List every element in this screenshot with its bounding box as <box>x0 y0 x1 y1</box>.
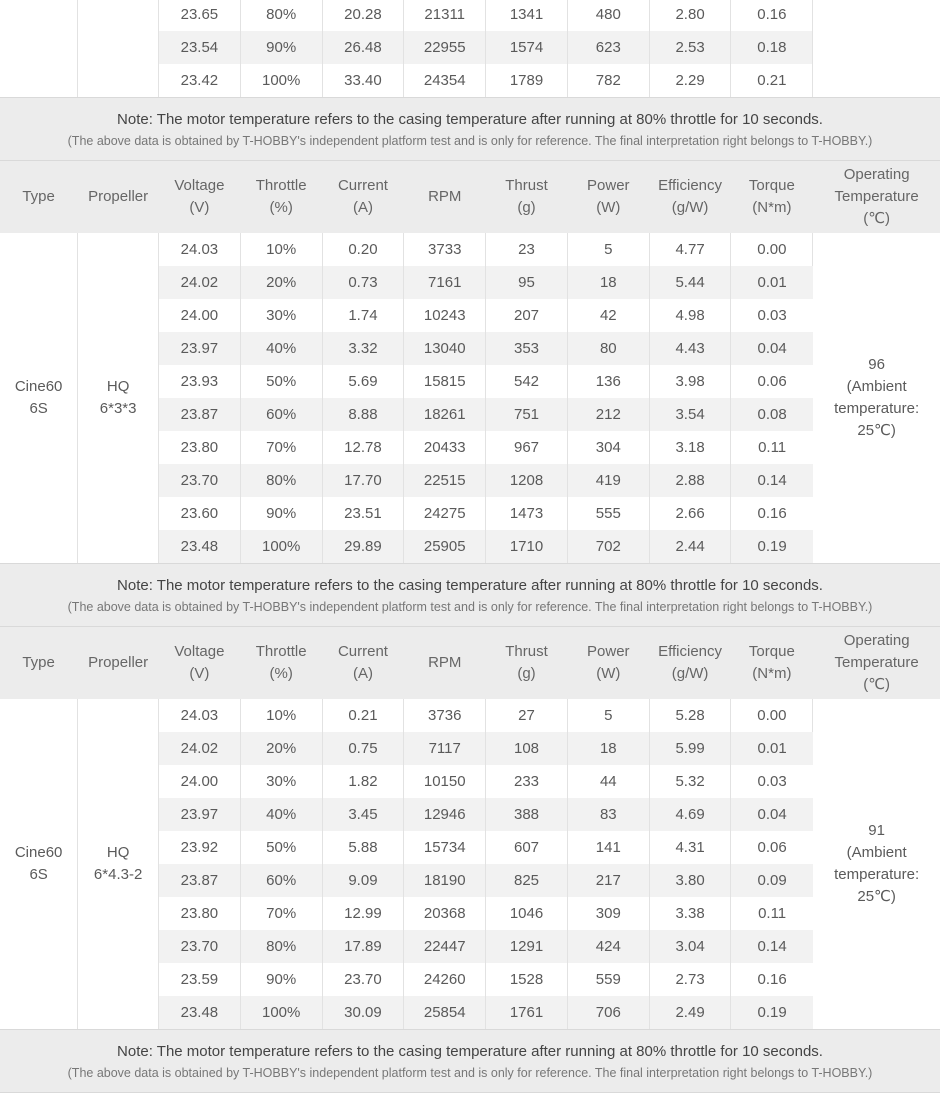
voltage-cell: 24.02 <box>159 266 241 299</box>
current-cell: 23.70 <box>322 963 404 996</box>
motor-type-cell: Cine60 6S <box>0 233 78 563</box>
voltage-cell: 24.03 <box>159 233 241 266</box>
thrust-cell: 607 <box>486 831 568 864</box>
voltage-cell: 23.80 <box>159 431 241 464</box>
power-cell: 419 <box>567 464 649 497</box>
motor-type-cell <box>0 0 78 31</box>
throttle-cell: 60% <box>240 864 322 897</box>
power-cell: 706 <box>567 996 649 1029</box>
power-cell: 18 <box>567 732 649 765</box>
table-row <box>0 699 940 732</box>
efficiency-cell: 3.80 <box>649 864 731 897</box>
torque-cell: 0.18 <box>731 31 813 64</box>
rpm-cell: 22955 <box>404 31 486 64</box>
torque-cell: 0.14 <box>731 464 813 497</box>
rpm-cell: 20368 <box>404 897 486 930</box>
throttle-cell: 90% <box>240 31 322 64</box>
torque-cell: 0.19 <box>731 996 813 1029</box>
thrust-cell: 1528 <box>486 963 568 996</box>
torque-cell: 0.09 <box>731 864 813 897</box>
power-cell: 80 <box>567 332 649 365</box>
voltage-cell: 23.54 <box>159 31 241 64</box>
current-cell: 1.74 <box>322 299 404 332</box>
current-cell: 12.78 <box>322 431 404 464</box>
rpm-cell: 18261 <box>404 398 486 431</box>
voltage-cell: 24.03 <box>159 699 241 732</box>
voltage-cell: 23.70 <box>159 930 241 963</box>
current-cell: 0.20 <box>322 233 404 266</box>
rpm-cell: 20433 <box>404 431 486 464</box>
throttle-cell: 10% <box>240 699 322 732</box>
torque-cell: 0.16 <box>757 505 787 522</box>
efficiency-cell: 2.80 <box>649 0 731 31</box>
temperature-cell <box>813 0 940 31</box>
efficiency-cell: 3.18 <box>649 431 731 464</box>
power-cell: 702 <box>567 530 649 563</box>
voltage-cell: 23.59 <box>159 963 241 996</box>
torque-cell: 0.06 <box>757 373 787 390</box>
voltage-cell: 23.70 <box>159 464 241 497</box>
power-cell: 5 <box>567 699 649 732</box>
thrust-cell: 1473 <box>486 497 568 530</box>
torque-cell: 0.16 <box>757 971 787 988</box>
table-header <box>0 161 940 233</box>
motor-type-cell <box>0 31 78 64</box>
table-header <box>0 627 940 699</box>
rpm-cell: 18190 <box>404 864 486 897</box>
voltage-cell: 24.02 <box>159 732 241 765</box>
voltage-cell: 23.42 <box>159 64 241 97</box>
power-cell: 623 <box>567 31 649 64</box>
header-thrust: Thrust (g) <box>486 161 568 233</box>
throttle-cell: 100% <box>240 530 322 563</box>
header-voltage: Voltage (V) <box>159 161 241 233</box>
note-main: Note: The motor temperature refers to the casing temperature after running at 80% throttle for 10 seconds. <box>117 577 823 594</box>
efficiency-cell: 5.28 <box>649 699 731 732</box>
note-main: Note: The motor temperature refers to the casing temperature after running at 80% throttle for 10 seconds. <box>117 111 823 128</box>
rpm-cell: 21311 <box>404 0 486 31</box>
previous-test-table-tail <box>0 0 940 97</box>
current-cell: 20.28 <box>322 0 404 31</box>
header-type: Type <box>0 161 78 233</box>
test-note <box>0 1029 940 1093</box>
rpm-cell: 24275 <box>404 497 486 530</box>
thrust-cell: 353 <box>486 332 568 365</box>
current-cell: 1.82 <box>322 765 404 798</box>
power-cell: 424 <box>567 930 649 963</box>
efficiency-cell: 3.98 <box>649 365 731 398</box>
efficiency-cell: 3.04 <box>649 930 731 963</box>
current-cell: 0.21 <box>322 699 404 732</box>
header-throttle: Throttle (%) <box>240 627 322 699</box>
efficiency-cell: 5.99 <box>649 732 731 765</box>
power-cell: 480 <box>567 0 649 31</box>
thrust-cell: 825 <box>486 864 568 897</box>
efficiency-cell: 2.66 <box>649 497 731 530</box>
torque-cell: 0.01 <box>731 266 813 299</box>
rpm-cell: 22447 <box>404 930 486 963</box>
header-propeller: Propeller <box>78 627 159 699</box>
rpm-cell: 15815 <box>404 365 486 398</box>
power-cell: 782 <box>567 64 649 97</box>
torque-cell: 0.04 <box>731 798 813 831</box>
rpm-cell: 24260 <box>404 963 486 996</box>
current-cell: 0.73 <box>322 266 404 299</box>
propeller-cell <box>78 0 159 31</box>
power-cell: 212 <box>567 398 649 431</box>
thrust-cell: 1291 <box>486 930 568 963</box>
motor-type-cell <box>0 64 78 97</box>
current-cell: 29.89 <box>322 530 404 563</box>
throttle-cell: 30% <box>240 765 322 798</box>
thrust-cell: 751 <box>486 398 568 431</box>
throttle-cell: 20% <box>240 732 322 765</box>
efficiency-cell: 3.38 <box>649 897 731 930</box>
efficiency-cell: 4.77 <box>649 233 731 266</box>
current-cell: 17.89 <box>322 930 404 963</box>
torque-cell: 0.08 <box>731 398 813 431</box>
voltage-cell: 23.80 <box>159 897 241 930</box>
thrust-cell: 1789 <box>486 64 568 97</box>
voltage-cell: 23.65 <box>159 0 241 31</box>
propeller-cell <box>78 64 159 97</box>
header-torque: Torque (N*m) <box>731 161 813 233</box>
efficiency-cell: 5.44 <box>649 266 731 299</box>
rpm-cell: 22515 <box>404 464 486 497</box>
rpm-cell: 7117 <box>404 732 486 765</box>
note-main: Note: The motor temperature refers to the casing temperature after running at 80% throttle for 10 seconds. <box>117 1043 823 1060</box>
table-row <box>0 31 940 64</box>
current-cell: 3.45 <box>322 798 404 831</box>
rpm-cell: 24354 <box>404 64 486 97</box>
efficiency-cell: 2.29 <box>649 64 731 97</box>
efficiency-cell: 5.32 <box>649 765 731 798</box>
rpm-cell: 3736 <box>404 699 486 732</box>
efficiency-cell: 2.49 <box>649 996 731 1029</box>
header-power: Power (W) <box>567 627 649 699</box>
efficiency-cell: 2.44 <box>649 530 731 563</box>
thrust-cell: 27 <box>486 699 568 732</box>
throttle-cell: 30% <box>240 299 322 332</box>
torque-cell: 0.14 <box>731 930 813 963</box>
propeller-cell: HQ 6*3*3 <box>78 233 159 563</box>
voltage-cell: 23.93 <box>159 365 241 398</box>
throttle-cell: 80% <box>240 0 322 31</box>
current-cell: 9.09 <box>322 864 404 897</box>
voltage-cell: 24.00 <box>159 765 241 798</box>
voltage-cell: 23.87 <box>159 864 241 897</box>
rpm-cell: 13040 <box>404 332 486 365</box>
propeller-cell: HQ 6*4.3-2 <box>78 699 159 1029</box>
power-cell: 83 <box>567 798 649 831</box>
thrust-cell: 108 <box>486 732 568 765</box>
torque-cell: 0.01 <box>731 732 813 765</box>
rpm-cell: 3733 <box>404 233 486 266</box>
header-power: Power (W) <box>567 161 649 233</box>
torque-cell: 0.03 <box>757 773 787 790</box>
header-rpm: RPM <box>404 627 486 699</box>
propeller-cell <box>78 31 159 64</box>
table-row <box>0 64 940 97</box>
current-cell: 26.48 <box>322 31 404 64</box>
throttle-cell: 60% <box>240 398 322 431</box>
efficiency-cell: 4.69 <box>649 798 731 831</box>
throttle-cell: 80% <box>240 930 322 963</box>
thrust-cell: 1574 <box>486 31 568 64</box>
throttle-cell: 100% <box>240 64 322 97</box>
header-torque: Torque (N*m) <box>731 627 813 699</box>
voltage-cell: 23.48 <box>159 996 241 1029</box>
test-table-hq-6x4.3-2 <box>0 627 940 1029</box>
note-disclaimer: (The above data is obtained by T-HOBBY's independent platform test and is only for reference. The final interpretation right belongs to T-HOBBY.) <box>67 1066 873 1080</box>
throttle-cell: 50% <box>240 831 322 864</box>
efficiency-cell: 4.98 <box>649 299 731 332</box>
torque-cell: 0.03 <box>757 307 787 324</box>
torque-cell: 0.16 <box>731 0 813 31</box>
voltage-cell: 23.48 <box>159 530 241 563</box>
voltage-cell: 23.97 <box>159 332 241 365</box>
rpm-cell: 10150 <box>404 765 486 798</box>
efficiency-cell: 4.31 <box>649 831 731 864</box>
header-current: Current (A) <box>322 627 404 699</box>
torque-cell: 0.11 <box>758 439 787 456</box>
thrust-cell: 1710 <box>486 530 568 563</box>
voltage-cell: 24.00 <box>159 299 241 332</box>
thrust-cell: 233 <box>486 765 568 798</box>
temperature-cell <box>813 64 940 97</box>
torque-cell: 0.19 <box>731 530 813 563</box>
header-thrust: Thrust (g) <box>486 627 568 699</box>
power-cell: 555 <box>567 497 649 530</box>
torque-cell: 0.00 <box>731 699 813 732</box>
rpm-cell: 15734 <box>404 831 486 864</box>
header-voltage: Voltage (V) <box>159 627 241 699</box>
test-note <box>0 97 940 161</box>
throttle-cell: 70% <box>240 897 322 930</box>
rpm-cell: 12946 <box>404 798 486 831</box>
efficiency-cell: 4.43 <box>649 332 731 365</box>
power-cell: 42 <box>567 299 649 332</box>
current-cell: 8.88 <box>322 398 404 431</box>
thrust-cell: 967 <box>486 431 568 464</box>
current-cell: 23.51 <box>322 497 404 530</box>
power-cell: 217 <box>567 864 649 897</box>
voltage-cell: 23.97 <box>159 798 241 831</box>
efficiency-cell: 2.73 <box>649 963 731 996</box>
header-efficiency: Efficiency (g/W) <box>649 161 731 233</box>
rpm-cell: 10243 <box>404 299 486 332</box>
header-propeller: Propeller <box>78 161 159 233</box>
throttle-cell: 100% <box>240 996 322 1029</box>
power-cell: 5 <box>567 233 649 266</box>
previous-test-table <box>0 0 940 97</box>
power-cell: 136 <box>567 365 649 398</box>
header-current: Current (A) <box>322 161 404 233</box>
throttle-cell: 20% <box>240 266 322 299</box>
throttle-cell: 40% <box>240 798 322 831</box>
power-cell: 18 <box>567 266 649 299</box>
rpm-cell: 25905 <box>404 530 486 563</box>
voltage-cell: 23.87 <box>159 398 241 431</box>
throttle-cell: 90% <box>240 963 322 996</box>
current-cell: 30.09 <box>322 996 404 1029</box>
throttle-cell: 70% <box>240 431 322 464</box>
current-cell: 33.40 <box>322 64 404 97</box>
power-cell: 309 <box>567 897 649 930</box>
power-cell: 559 <box>567 963 649 996</box>
current-cell: 0.75 <box>322 732 404 765</box>
torque-cell: 0.11 <box>758 905 787 922</box>
test-table-hq-6x3x3 <box>0 161 940 563</box>
throttle-cell: 10% <box>240 233 322 266</box>
power-cell: 44 <box>567 765 649 798</box>
current-cell: 5.88 <box>322 831 404 864</box>
current-cell: 17.70 <box>322 464 404 497</box>
torque-cell: 0.04 <box>731 332 813 365</box>
note-disclaimer: (The above data is obtained by T-HOBBY's independent platform test and is only for reference. The final interpretation right belongs to T-HOBBY.) <box>67 134 873 148</box>
motor-type-cell: Cine60 6S <box>0 699 78 1029</box>
rpm-cell: 25854 <box>404 996 486 1029</box>
thrust-cell: 95 <box>486 266 568 299</box>
current-cell: 5.69 <box>322 365 404 398</box>
torque-cell: 0.00 <box>731 233 813 266</box>
thrust-cell: 1046 <box>486 897 568 930</box>
thrust-cell: 1208 <box>486 464 568 497</box>
current-cell: 3.32 <box>322 332 404 365</box>
efficiency-cell: 2.53 <box>649 31 731 64</box>
header-throttle: Throttle (%) <box>240 161 322 233</box>
power-cell: 141 <box>567 831 649 864</box>
temperature-cell <box>813 31 940 64</box>
temperature-cell: 91 (Ambient temperature: 25℃) <box>813 699 940 1029</box>
thrust-cell: 1761 <box>486 996 568 1029</box>
efficiency-cell: 2.88 <box>649 464 731 497</box>
test-note <box>0 563 940 627</box>
header-rpm: RPM <box>404 161 486 233</box>
thrust-cell: 207 <box>486 299 568 332</box>
voltage-cell: 23.92 <box>159 831 241 864</box>
throttle-cell: 90% <box>240 497 322 530</box>
header-efficiency: Efficiency (g/W) <box>649 627 731 699</box>
torque-cell: 0.21 <box>731 64 813 97</box>
torque-cell: 0.06 <box>757 839 787 856</box>
power-cell: 304 <box>567 431 649 464</box>
current-cell: 12.99 <box>322 897 404 930</box>
throttle-cell: 50% <box>240 365 322 398</box>
table-row <box>0 233 940 266</box>
header-type: Type <box>0 627 78 699</box>
voltage-cell: 23.60 <box>159 497 241 530</box>
table-row <box>0 0 940 31</box>
thrust-cell: 388 <box>486 798 568 831</box>
header-temperature: Operating Temperature (℃) <box>813 161 940 233</box>
thrust-cell: 1341 <box>486 0 568 31</box>
efficiency-cell: 3.54 <box>649 398 731 431</box>
throttle-cell: 40% <box>240 332 322 365</box>
rpm-cell: 7161 <box>404 266 486 299</box>
thrust-cell: 23 <box>486 233 568 266</box>
thrust-cell: 542 <box>486 365 568 398</box>
note-disclaimer: (The above data is obtained by T-HOBBY's independent platform test and is only for reference. The final interpretation right belongs to T-HOBBY.) <box>67 600 873 614</box>
throttle-cell: 80% <box>240 464 322 497</box>
temperature-cell: 96 (Ambient temperature: 25℃) <box>813 233 940 563</box>
header-temperature: Operating Temperature (℃) <box>813 627 940 699</box>
